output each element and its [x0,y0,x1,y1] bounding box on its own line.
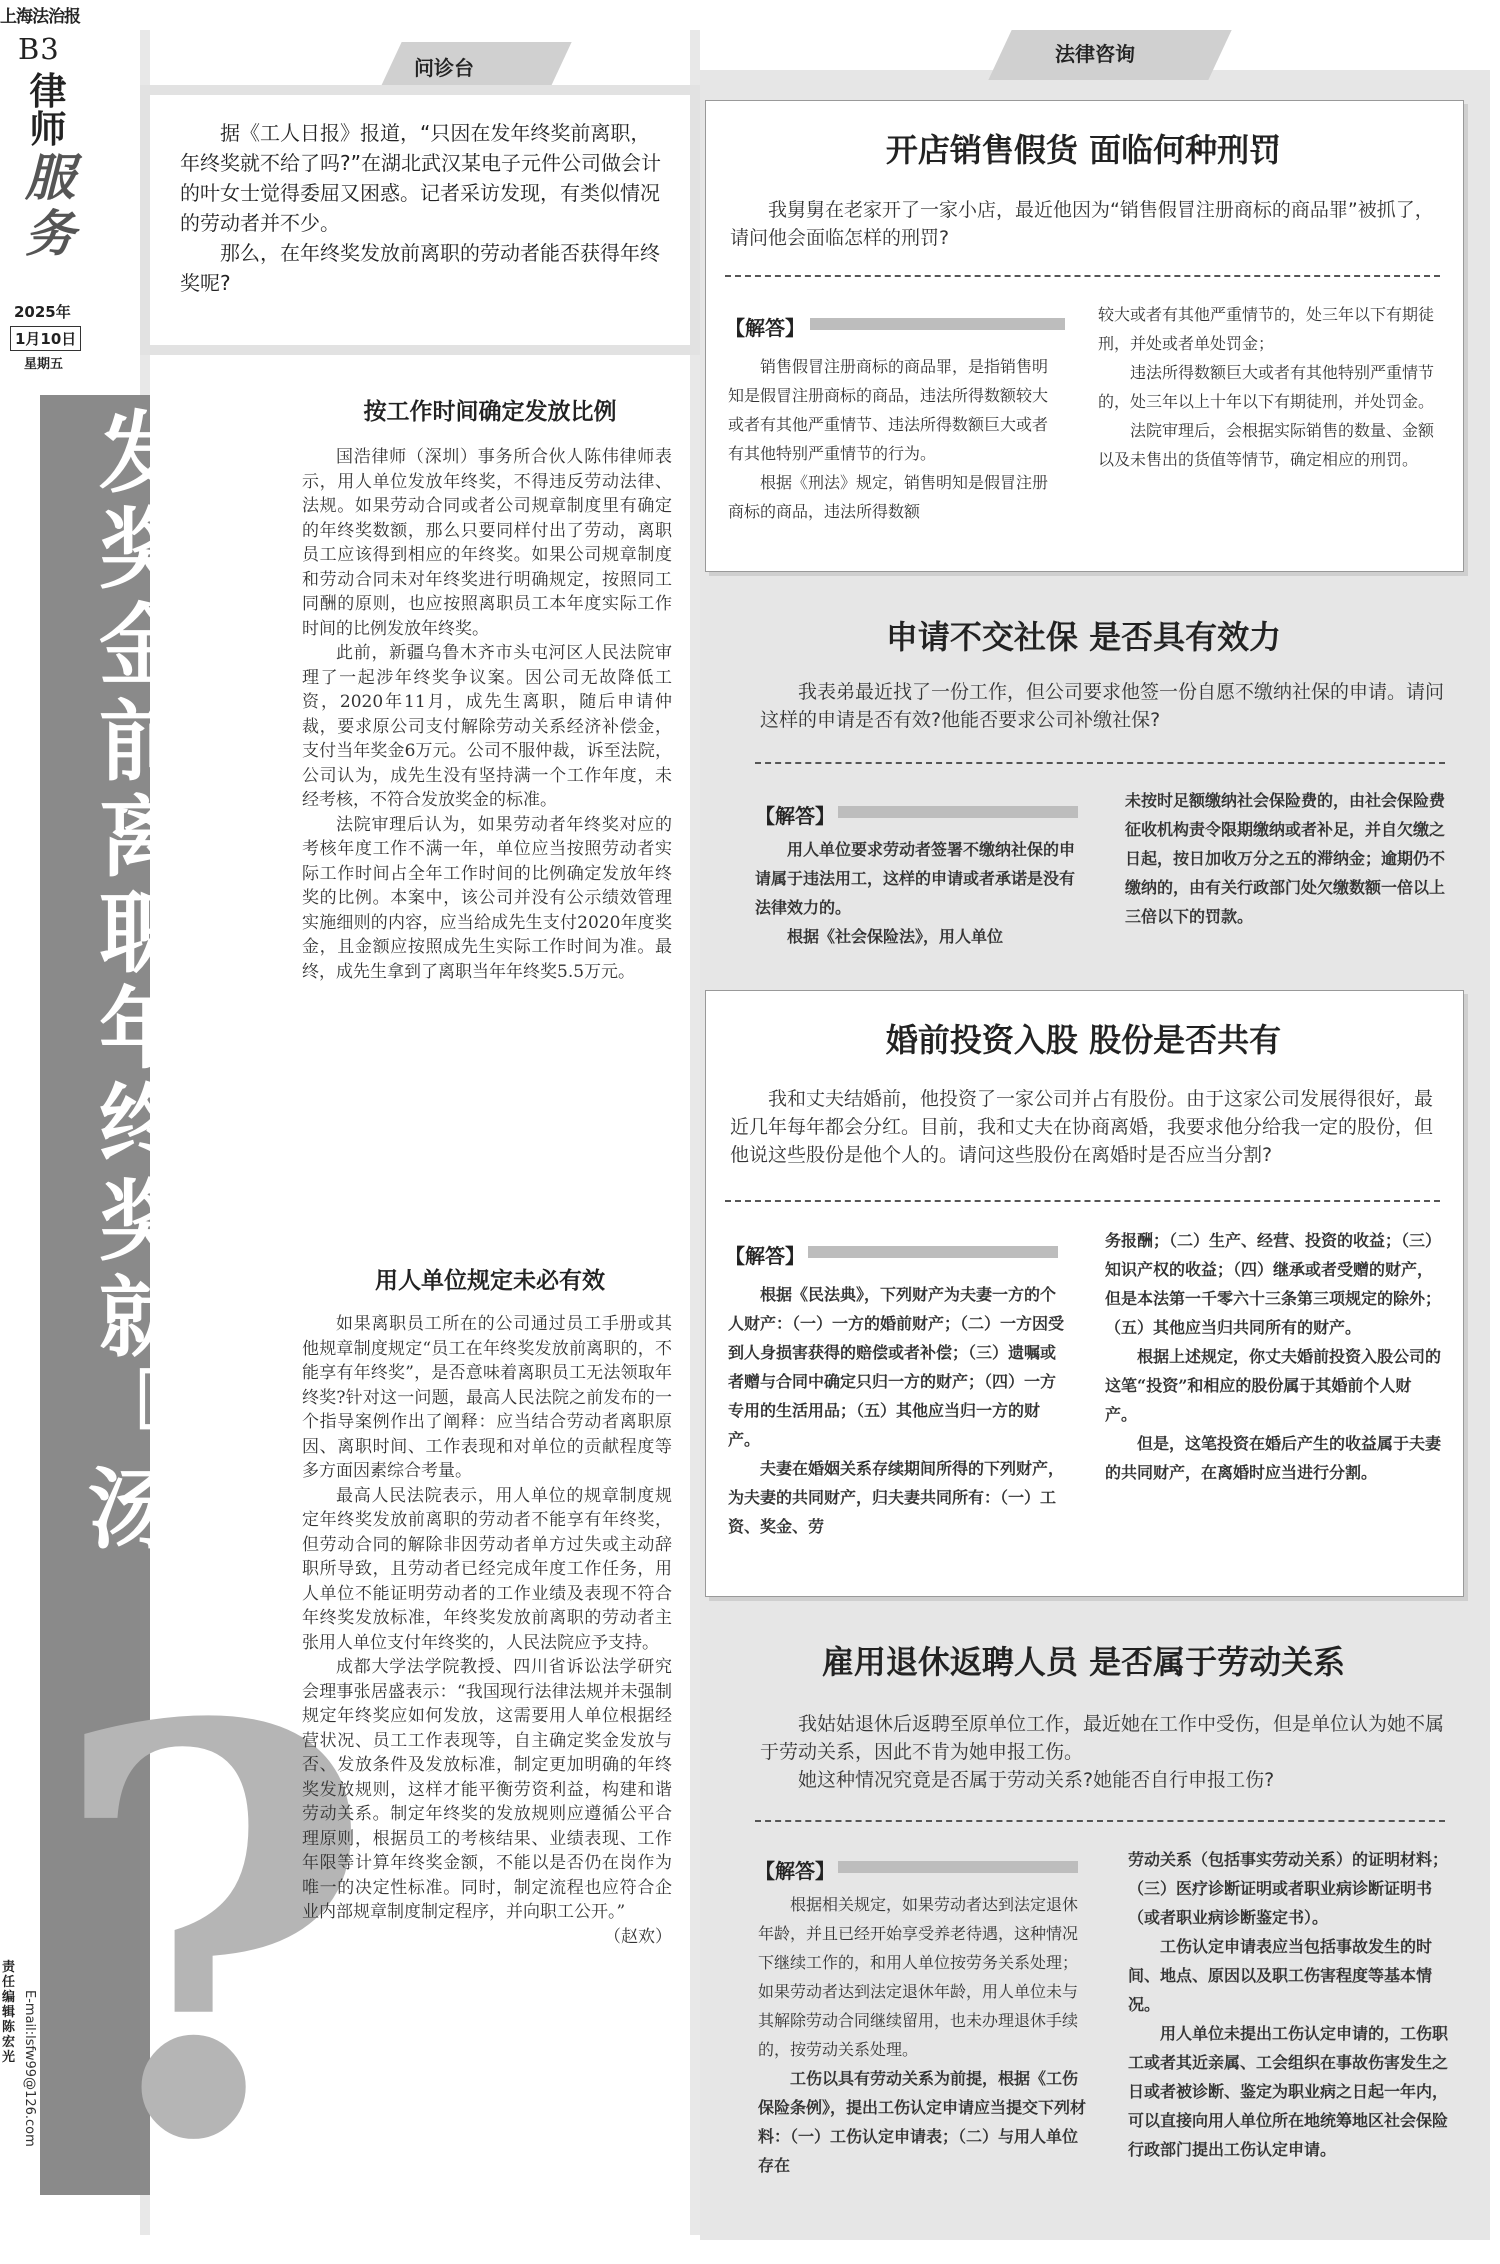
answer-paragraph: 根据上述规定，你丈夫婚前投资入股公司的这笔“投资”和相应的股份属于其婚前个人财产。 [1105,1347,1442,1424]
answer-paragraph: 但是，这笔投资在婚后产生的收益属于夫妻的共同财产，在离婚时应当进行分割。 [1105,1434,1442,1482]
divider [725,275,1440,277]
answer-label: 【解答】 [755,804,835,828]
answer-paragraph: 根据《刑法》规定，销售明知是假冒注册商标的商品，违法所得数额 [728,473,1049,521]
headline: 发奖金前离职年终奖就『泡汤』 [88,401,265,1561]
question-text: 我舅舅在老家开了一家小店，最近他因为“销售假冒注册商标的商品罪”被抓了，请问他会面临怎样的刑罚? [730,199,1434,249]
left-tag-background [378,42,571,92]
qa1-answer-col1 [728,352,1063,526]
qa2-answer-col2 [1125,786,1455,931]
answer-continuation: 未按时足额缴纳社会保险费的，由社会保险费征收机构责令限期缴纳或者补足，并自欠缴之日起，按日加收万分之五的滞纳金；逾期仍不缴纳的，由有关行政部门处欠缴数额一倍以上三倍以下的罚款。 [1125,791,1446,926]
weekday: 星期五 [24,357,64,372]
answer-label: 【解答】 [725,1244,805,1268]
question-text: 我姑姑退休后返聘至原单位工作，最近她在工作中受伤，但是单位认为她不属于劳动关系，因此不肯为她申报工伤。 [760,1713,1445,1763]
qa1-title: 开店销售假货 面临何种刑罚 [885,131,1282,169]
answer-paragraph: 根据相关规定，如果劳动者达到法定退休年龄，并且已经开始享受养老待遇，这种情况下继续工作的，和用人单位按劳务关系处理；如果劳动者达到法定退休年龄，用人单位未与其解除劳动合同继续留用，也未办理退休手续的，按劳动关系处理。 [758,1895,1079,2059]
answer-paragraph: 法院审理后，会根据实际销售的数量、金额以及未售出的货值等情节，确定相应的刑罚。 [1098,421,1435,469]
article-paragraph: 法院审理后认为，如果劳动者年终奖对应的考核年度工作不满一年，单位应当按照劳动者实际工作时间占全年工作时间的比例确定发放年终奖的比例。本案中，该公司并没有公示绩效管理实施细则的内容，应当给成先生支付2020年度奖金，且金额应按照成先生实际工作时间为准。最终，成先生拿到了离职当年年终奖5.5万元。 [302,814,672,982]
intro-paragraph: 那么，在年终奖发放前离职的劳动者能否获得年终奖呢? [180,241,660,295]
answer-continuation: 务报酬；（二）生产、经营、投资的收益；（三）知识产权的收益；（四）继承或者受赠的财产，但是本法第一千零六十三条第三项规定的除外；（五）其他应当归共同所有的财产。 [1105,1231,1442,1337]
section2-body [302,1312,672,1949]
paper-name: 上海法治报 [0,7,80,27]
answer-bar [838,806,1078,818]
editor-credit: 责任编辑 陈宏光 [2,1960,16,2065]
qa4-answer-col2 [1128,1845,1453,2164]
left-tag: 问诊台 [414,56,474,80]
answer-paragraph: 工伤以具有劳动关系为前提，根据《工伤保险条例》，提出工伤认定申请应当提交下列材料：（一）工伤认定申请表；（二）与用人单位存在 [758,2069,1087,2175]
answer-paragraph: 夫妻在婚姻关系存续期间所得的下列财产，为夫妻的共同财产，归夫妻共同所有：（一）工资、奖金、劳 [728,1459,1065,1536]
divider [755,1820,1445,1822]
answer-paragraph: 根据《民法典》，下列财产为夫妻一方的个人财产：（一）一方的婚前财产；（二）一方因受到人身损害获得的赔偿或者补偿；（三）遗嘱或者赠与合同中确定只归一方的财产；（四）一方专用的生活用品；（五）其他应当归一方的财产。 [728,1285,1065,1449]
qa4-title: 雇用退休返聘人员 是否属于劳动关系 [821,1643,1346,1681]
article-paragraph: 此前，新疆乌鲁木齐市头屯河区人民法院审理了一起涉年终奖争议案。因公司无故降低工资，2020年11月，成先生离职，随后申请仲裁，要求原公司支付解除劳动关系经济补偿金，支付当年奖金6万元。公司不服仲裁，诉至法院，公司认为，成先生没有坚持满一个工作年度，未经考核，不符合发放奖金的标准。 [302,643,672,810]
divider [755,762,1445,764]
article-paragraph: 最高人民法院表示，用人单位的规章制度规定年终奖发放前离职的劳动者不能享有年终奖，但劳动合同的解除非因劳动者单方过失或主动辞职所导致，且劳动者已经完成年度工作任务，用人单位不能证明劳动者的工作业绩及表现不符合年终奖发放标准，年终奖发放前离职的劳动者主张用人单位支付年终奖的，人民法院应予支持。 [302,1485,672,1653]
article-paragraph: 成都大学法学院教授、四川省诉讼法学研究会理事张居盛表示：“我国现行法律法规并未强制规定年终奖应如何发放，这需要用人单位根据经营状况、员工工作表现等，自主确定奖金发放与否、发放条件及发放标准，制定更加明确的年终奖发放规则，这样才能平衡劳资利益，构建和谐劳动关系。制定年终奖的发放规则应遵循公平合理原则，根据员工的考核结果、业绩表现、工作年限等计算年终奖金额，不能以是否仍在岗作为唯一的决定性标准。同时，制定流程也应符合企业内部规章制度制定程序，并向职工公开。” [302,1657,672,1922]
intro-paragraph: 据《工人日报》报道，“只因在发年终奖前离职，年终奖就不给了吗?”在湖北武汉某电子元件公司做会计的叶女士觉得委屈又困惑。记者采访发现，有类似情况的劳动者并不少。 [180,121,661,235]
answer-continuation: 较大或者有其他严重情节的，处三年以下有期徒刑，并处或者单处罚金； [1098,305,1435,353]
answer-continuation: 劳动关系（包括事实劳动关系）的证明材料；（三）医疗诊断证明或者职业病诊断证明书（或者职业病诊断鉴定书）。 [1128,1850,1449,1927]
answer-bar [808,1246,1058,1258]
answer-paragraph: 根据《社会保险法》，用人单位 [787,927,1004,946]
page-code: B3 [18,32,60,66]
attribution: （赵欢） [604,1926,672,1947]
intro-text [180,118,670,298]
qa2-question [760,678,1455,734]
qa1-answer-col2 [1098,300,1438,474]
qa3-answer-col2 [1105,1226,1443,1487]
qa2-title: 申请不交社保 是否具有效力 [885,618,1282,656]
qa3-answer-col1 [728,1280,1068,1541]
answer-bar [838,1861,1078,1873]
article-paragraph: 国浩律师（深圳）事务所合伙人陈伟律师表示，用人单位发放年终奖，不得违反劳动法律、法规。如果劳动合同或者公司规章制度里有确定的年终奖数额，那么只要同样付出了劳动，离职员工应该得到相应的年终奖。如果公司规章制度和劳动合同未对年终奖进行明确规定，按照同工同酬的原则，也应按照离职员工本年度实际工作时间的比例发放年终奖。 [302,447,672,639]
question-text: 她这种情况究竟是否属于劳动关系?她能否自行申报工伤? [798,1769,1275,1791]
article-paragraph: 如果离职员工所在的公司通过员工手册或其他规章制度规定“员工在年终奖发放前离职的，不能享有年终奖”，是否意味着离职员工无法领取年终奖?针对这一问题，最高人民法院之前发布的一个指导案例作出了阐释：应当结合劳动者离职原因、离职时间、工作表现和对单位的贡献程度等多方面因素综合考量。 [302,1314,672,1481]
question-mark-graphic: ? [48,1606,377,2264]
contact-email: E-mail:lsfw99@126.com [22,1990,37,2147]
qa4-question [760,1710,1455,1794]
question-text: 我表弟最近找了一份工作，但公司要求他签一份自愿不缴纳社保的申请。请问这样的申请是否有效?他能否要求公司补缴社保? [760,681,1445,731]
answer-paragraph: 工伤认定申请表应当包括事故发生的时间、地点、原因以及职工伤害程度等基本情况。 [1128,1937,1433,2014]
date-day: 1月10日 [10,326,81,351]
section-name-line2: 服务 [25,148,75,263]
answer-paragraph: 销售假冒注册商标的商品罪，是指销售明知是假冒注册商标的商品，违法所得数额较大或者有其他严重情节、违法所得数额巨大或者有其他特别严重情节的行为。 [728,357,1049,463]
qa3-title: 婚前投资入股 股份是否共有 [885,1021,1282,1059]
answer-bar [810,318,1065,330]
qa3-question [730,1085,1442,1169]
section1-body [302,445,672,984]
section2-title: 用人单位规定未必有效 [375,1268,605,1294]
answer-label: 【解答】 [755,1859,835,1883]
section-name-line1: 律师 [29,70,67,151]
right-tag: 法律咨询 [1055,42,1135,66]
answer-paragraph: 用人单位要求劳动者签署不缴纳社保的申请属于违法用工，这样的申请或者承诺是没有法律效力的。 [755,840,1076,917]
divider [725,1200,1440,1202]
date-year: 2025年 [14,303,71,321]
qa2-answer-col1 [755,835,1085,951]
qa1-question [730,196,1440,252]
qa4-answer-col1 [758,1890,1088,2180]
answer-label: 【解答】 [725,316,805,340]
answer-paragraph: 违法所得数额巨大或者有其他特别严重情节的，处三年以上十年以下有期徒刑，并处罚金。 [1098,363,1435,411]
question-text: 我和丈夫结婚前，他投资了一家公司并占有股份。由于这家公司发展得很好，最近几年每年都会分红。目前，我和丈夫在协商离婚，我要求他分给我一定的股份，但他说这些股份是他个人的。请问这些股份在离婚时是否应当分割? [730,1088,1434,1166]
answer-paragraph: 用人单位未提出工伤认定申请的，工伤职工或者其近亲属、工会组织在事故伤害发生之日或者被诊断、鉴定为职业病之日起一年内，可以直接向用人单位所在地统筹地区社会保险行政部门提出工伤认定申请。 [1128,2024,1449,2159]
section1-title: 按工作时间确定发放比例 [363,399,617,425]
